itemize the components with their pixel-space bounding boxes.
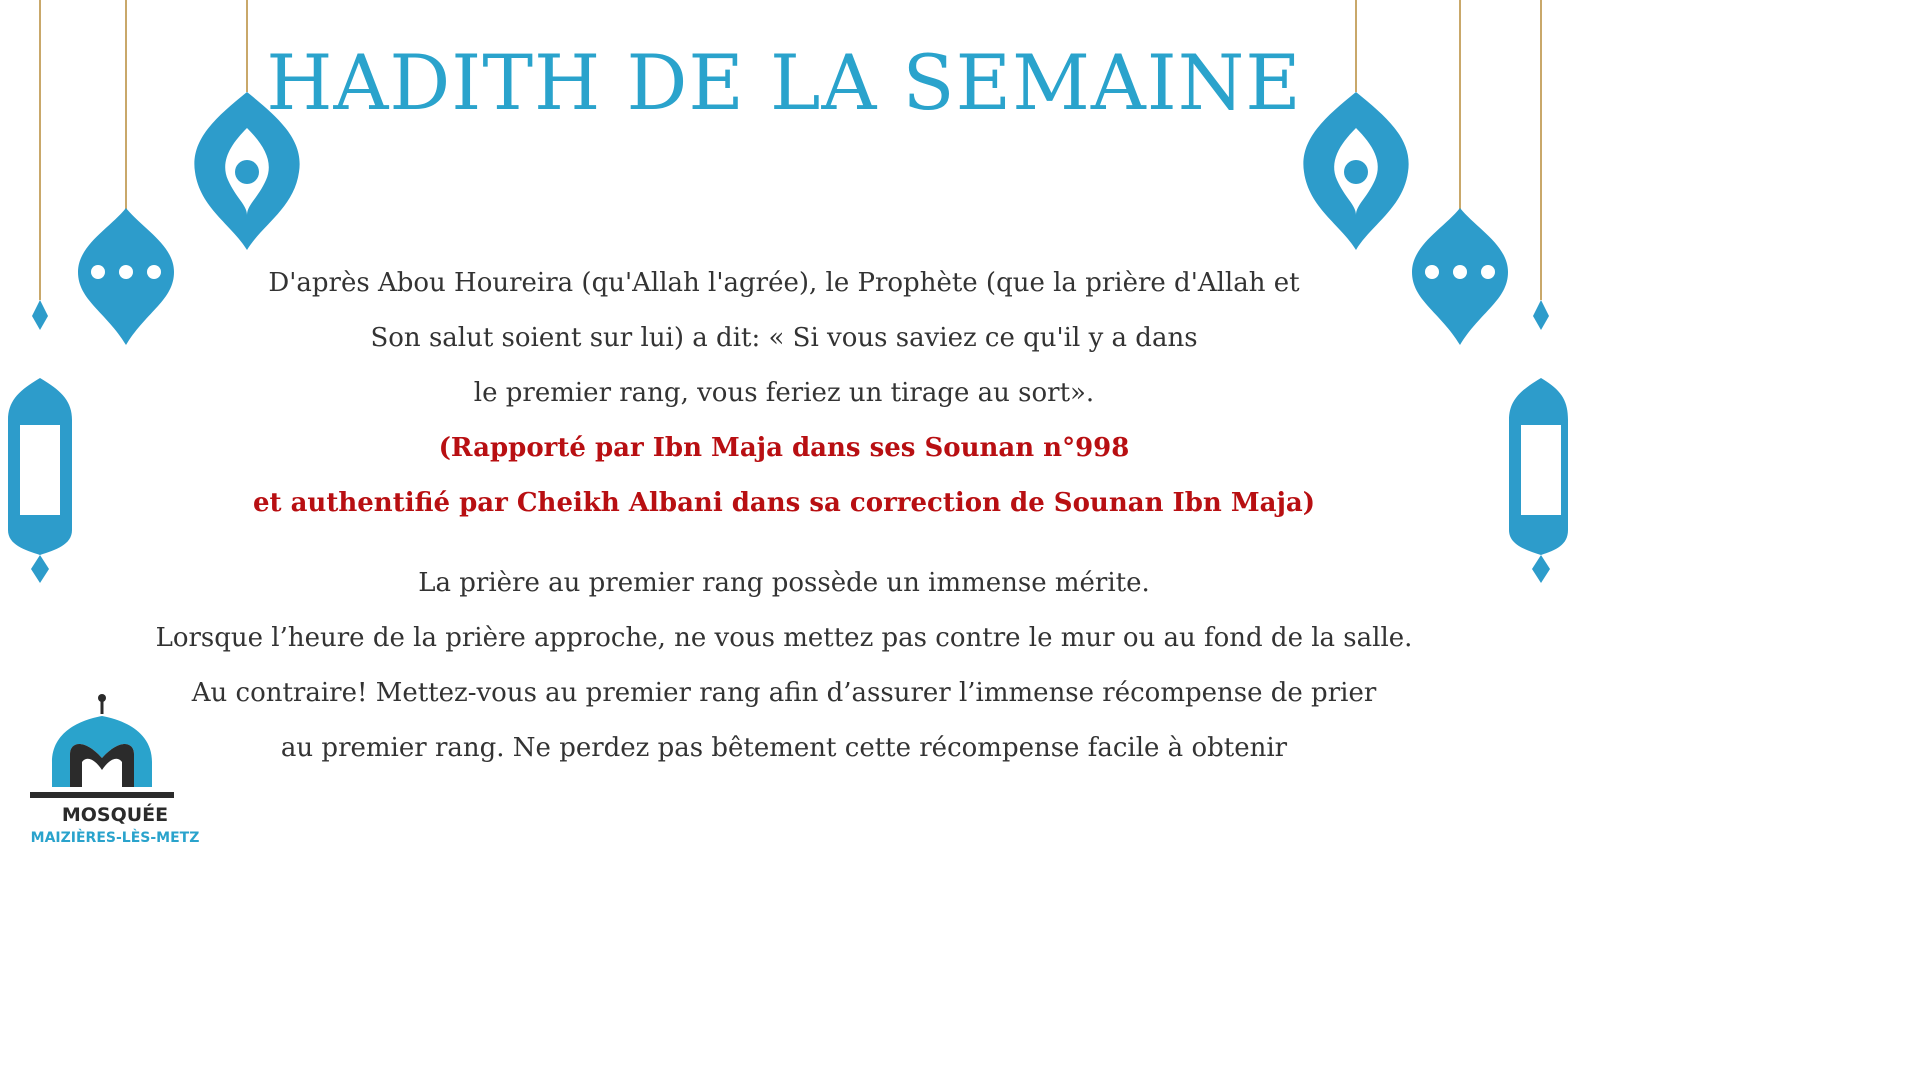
hadith-line: le premier rang, vous feriez un tirage au sort». — [473, 378, 1095, 408]
logo-line2: MAIZIÈRES-LÈS-METZ — [30, 830, 200, 846]
hadith-line: Son salut soient sur lui) a dit: « Si vous saviez ce qu'il y a dans — [370, 323, 1198, 353]
logo-line1: MOSQUÉE — [61, 804, 169, 826]
commentary-line: Au contraire! Mettez-vous au premier rang afin d’assurer l’immense récompense de prier — [191, 678, 1377, 708]
commentary-line: La prière au premier rang possède un immense mérite. — [418, 568, 1150, 598]
mosque-icon — [30, 692, 200, 804]
hadith-text — [0, 256, 1568, 531]
hadith-line: D'après Abou Houreira (qu'Allah l'agrée), le Prophète (que la prière d'Allah et — [268, 268, 1300, 298]
page-title: HADITH DE LA SEMAINE — [266, 38, 1302, 127]
mosque-logo — [30, 692, 200, 852]
hadith-reference: (Rapporté par Ibn Maja dans ses Sounan n°998 — [438, 433, 1130, 463]
commentary-text — [0, 556, 1568, 776]
commentary-line: Lorsque l’heure de la prière approche, ne vous mettez pas contre le mur ou au fond de la salle. — [155, 623, 1413, 653]
hadith-reference: et authentifié par Cheikh Albani dans sa correction de Sounan Ibn Maja) — [252, 488, 1316, 518]
commentary-line: au premier rang. Ne perdez pas bêtement cette récompense facile à obtenir — [280, 733, 1288, 763]
